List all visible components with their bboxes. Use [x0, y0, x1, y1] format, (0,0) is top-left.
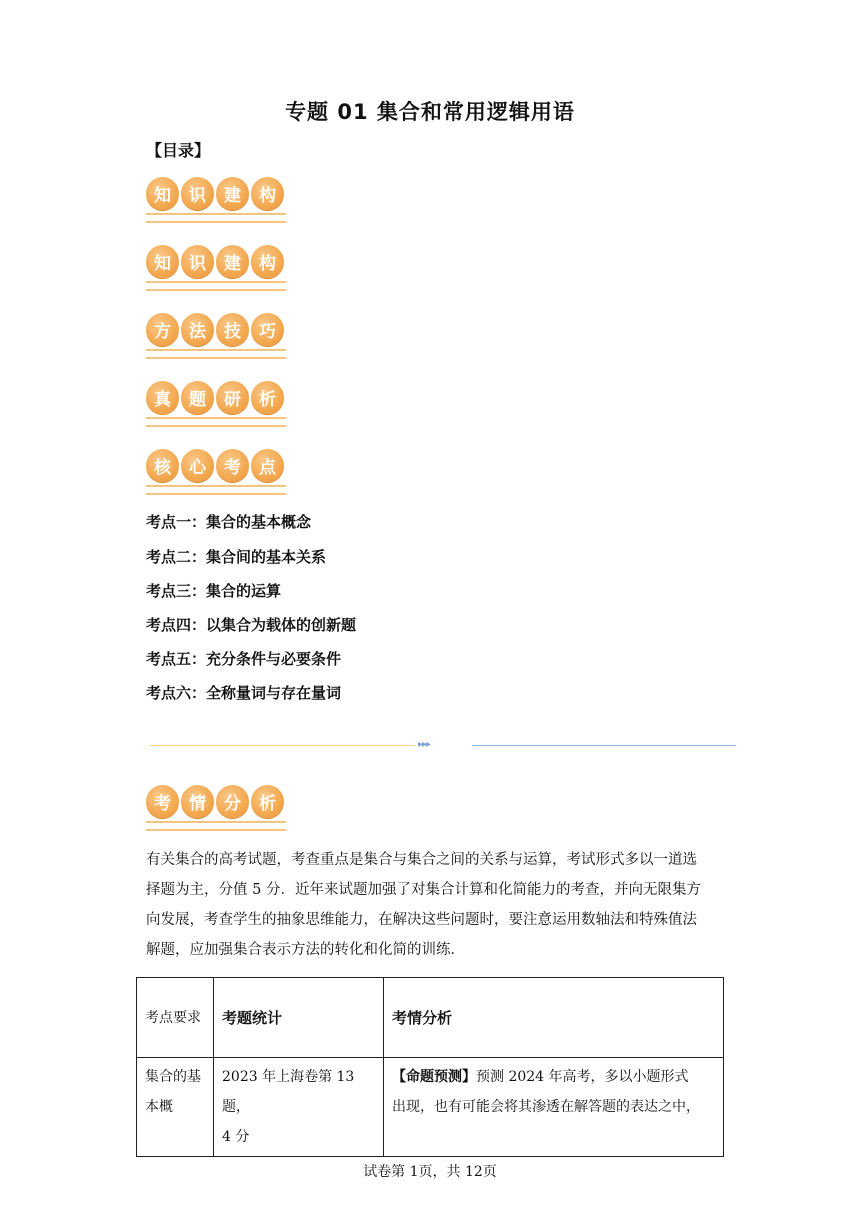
paragraph-line: 解题，应加强集合表示方法的转化和化简的训练． — [146, 942, 465, 958]
paragraph-line: 向发展，考查学生的抽象思维能力，在解决这些问题时，要注意运用数轴法和特殊值法 — [146, 912, 697, 928]
kaodian-item: 考点四：以集合为载体的创新题 — [146, 616, 357, 634]
table-cell — [384, 1058, 724, 1157]
badge-exam-analysis — [146, 785, 292, 831]
kaodian-item: 考点三：集合的运算 — [146, 582, 282, 600]
badge-char: 建 — [216, 177, 249, 210]
badge-knowledge-structure-2 — [146, 245, 292, 291]
badge-underline — [146, 349, 286, 359]
table-cell: 集合的基本概 — [137, 1058, 214, 1157]
kaodian-item: 考点二：集合间的基本关系 — [146, 548, 327, 566]
analysis-paragraph — [146, 845, 722, 965]
badge-underline — [146, 417, 286, 427]
table-header-cell: 考题统计 — [214, 978, 384, 1058]
badge-char: 方 — [146, 313, 179, 346]
badge-char: 析 — [251, 381, 284, 414]
badge-char: 析 — [251, 785, 284, 818]
badge-underline — [146, 485, 286, 495]
exam-table — [136, 977, 724, 1157]
badge-char: 知 — [146, 177, 179, 210]
badge-underline — [146, 281, 286, 291]
divider-right — [472, 745, 736, 746]
badge-char: 识 — [181, 245, 214, 278]
badge-char: 构 — [251, 245, 284, 278]
badge-methods-skills — [146, 313, 292, 359]
badge-char: 真 — [146, 381, 179, 414]
badge-char: 构 — [251, 177, 284, 210]
page-footer: 试卷第 1页，共 12页 — [363, 1164, 497, 1180]
badge-char: 建 — [216, 245, 249, 278]
toc-label: 【目录】 — [146, 141, 211, 160]
badge-char: 点 — [251, 449, 284, 482]
badge-char: 巧 — [251, 313, 284, 346]
badge-core-points — [146, 449, 292, 495]
table-cell — [214, 1058, 384, 1157]
table-cell-line: 4 分 — [222, 1129, 250, 1145]
badge-char: 情 — [181, 785, 214, 818]
divider-left — [150, 745, 415, 746]
badge-char: 核 — [146, 449, 179, 482]
kaodian-item: 考点一：集合的基本概念 — [146, 513, 312, 531]
badge-knowledge-structure-1 — [146, 177, 292, 223]
prediction-label: 【命题预测】 — [392, 1069, 476, 1085]
badge-underline — [146, 821, 286, 831]
table-cell-line — [392, 1062, 715, 1092]
table-header-row — [137, 978, 724, 1058]
page-title: 专题 01 集合和常用逻辑用语 — [285, 100, 575, 124]
table-cell-line: 出现，也有可能会将其渗透在解答题的表达之中， — [392, 1099, 700, 1115]
badge-char: 考 — [216, 449, 249, 482]
badge-char: 法 — [181, 313, 214, 346]
badge-char: 识 — [181, 177, 214, 210]
paragraph-line: 择题为主，分值 5 分．近年来试题加强了对集合计算和化简能力的考查，并向无限集方 — [146, 882, 701, 898]
badge-char: 技 — [216, 313, 249, 346]
badge-char: 知 — [146, 245, 179, 278]
badge-char: 分 — [216, 785, 249, 818]
badge-real-exam-analysis — [146, 381, 292, 427]
kaodian-item: 考点六：全称量词与存在量词 — [146, 684, 342, 702]
badge-char: 考 — [146, 785, 179, 818]
table-cell-line: 2023 年上海卷第 13 题， — [222, 1069, 355, 1115]
paragraph-line: 有关集合的高考试题，考查重点是集合与集合之间的关系与运算，考试形式多以一道选 — [146, 852, 697, 868]
prediction-text: 预测 2024 年高考，多以小题形式 — [476, 1069, 689, 1085]
badge-underline — [146, 213, 286, 223]
divider-arrows-icon: ▸▸▸ — [418, 739, 431, 750]
badge-char: 研 — [216, 381, 249, 414]
table-header-cell: 考点要求 — [137, 978, 214, 1058]
badge-char: 心 — [181, 449, 214, 482]
badge-char: 题 — [181, 381, 214, 414]
table-row — [137, 1058, 724, 1157]
kaodian-item: 考点五：充分条件与必要条件 — [146, 650, 342, 668]
table-header-cell: 考情分析 — [384, 978, 724, 1058]
